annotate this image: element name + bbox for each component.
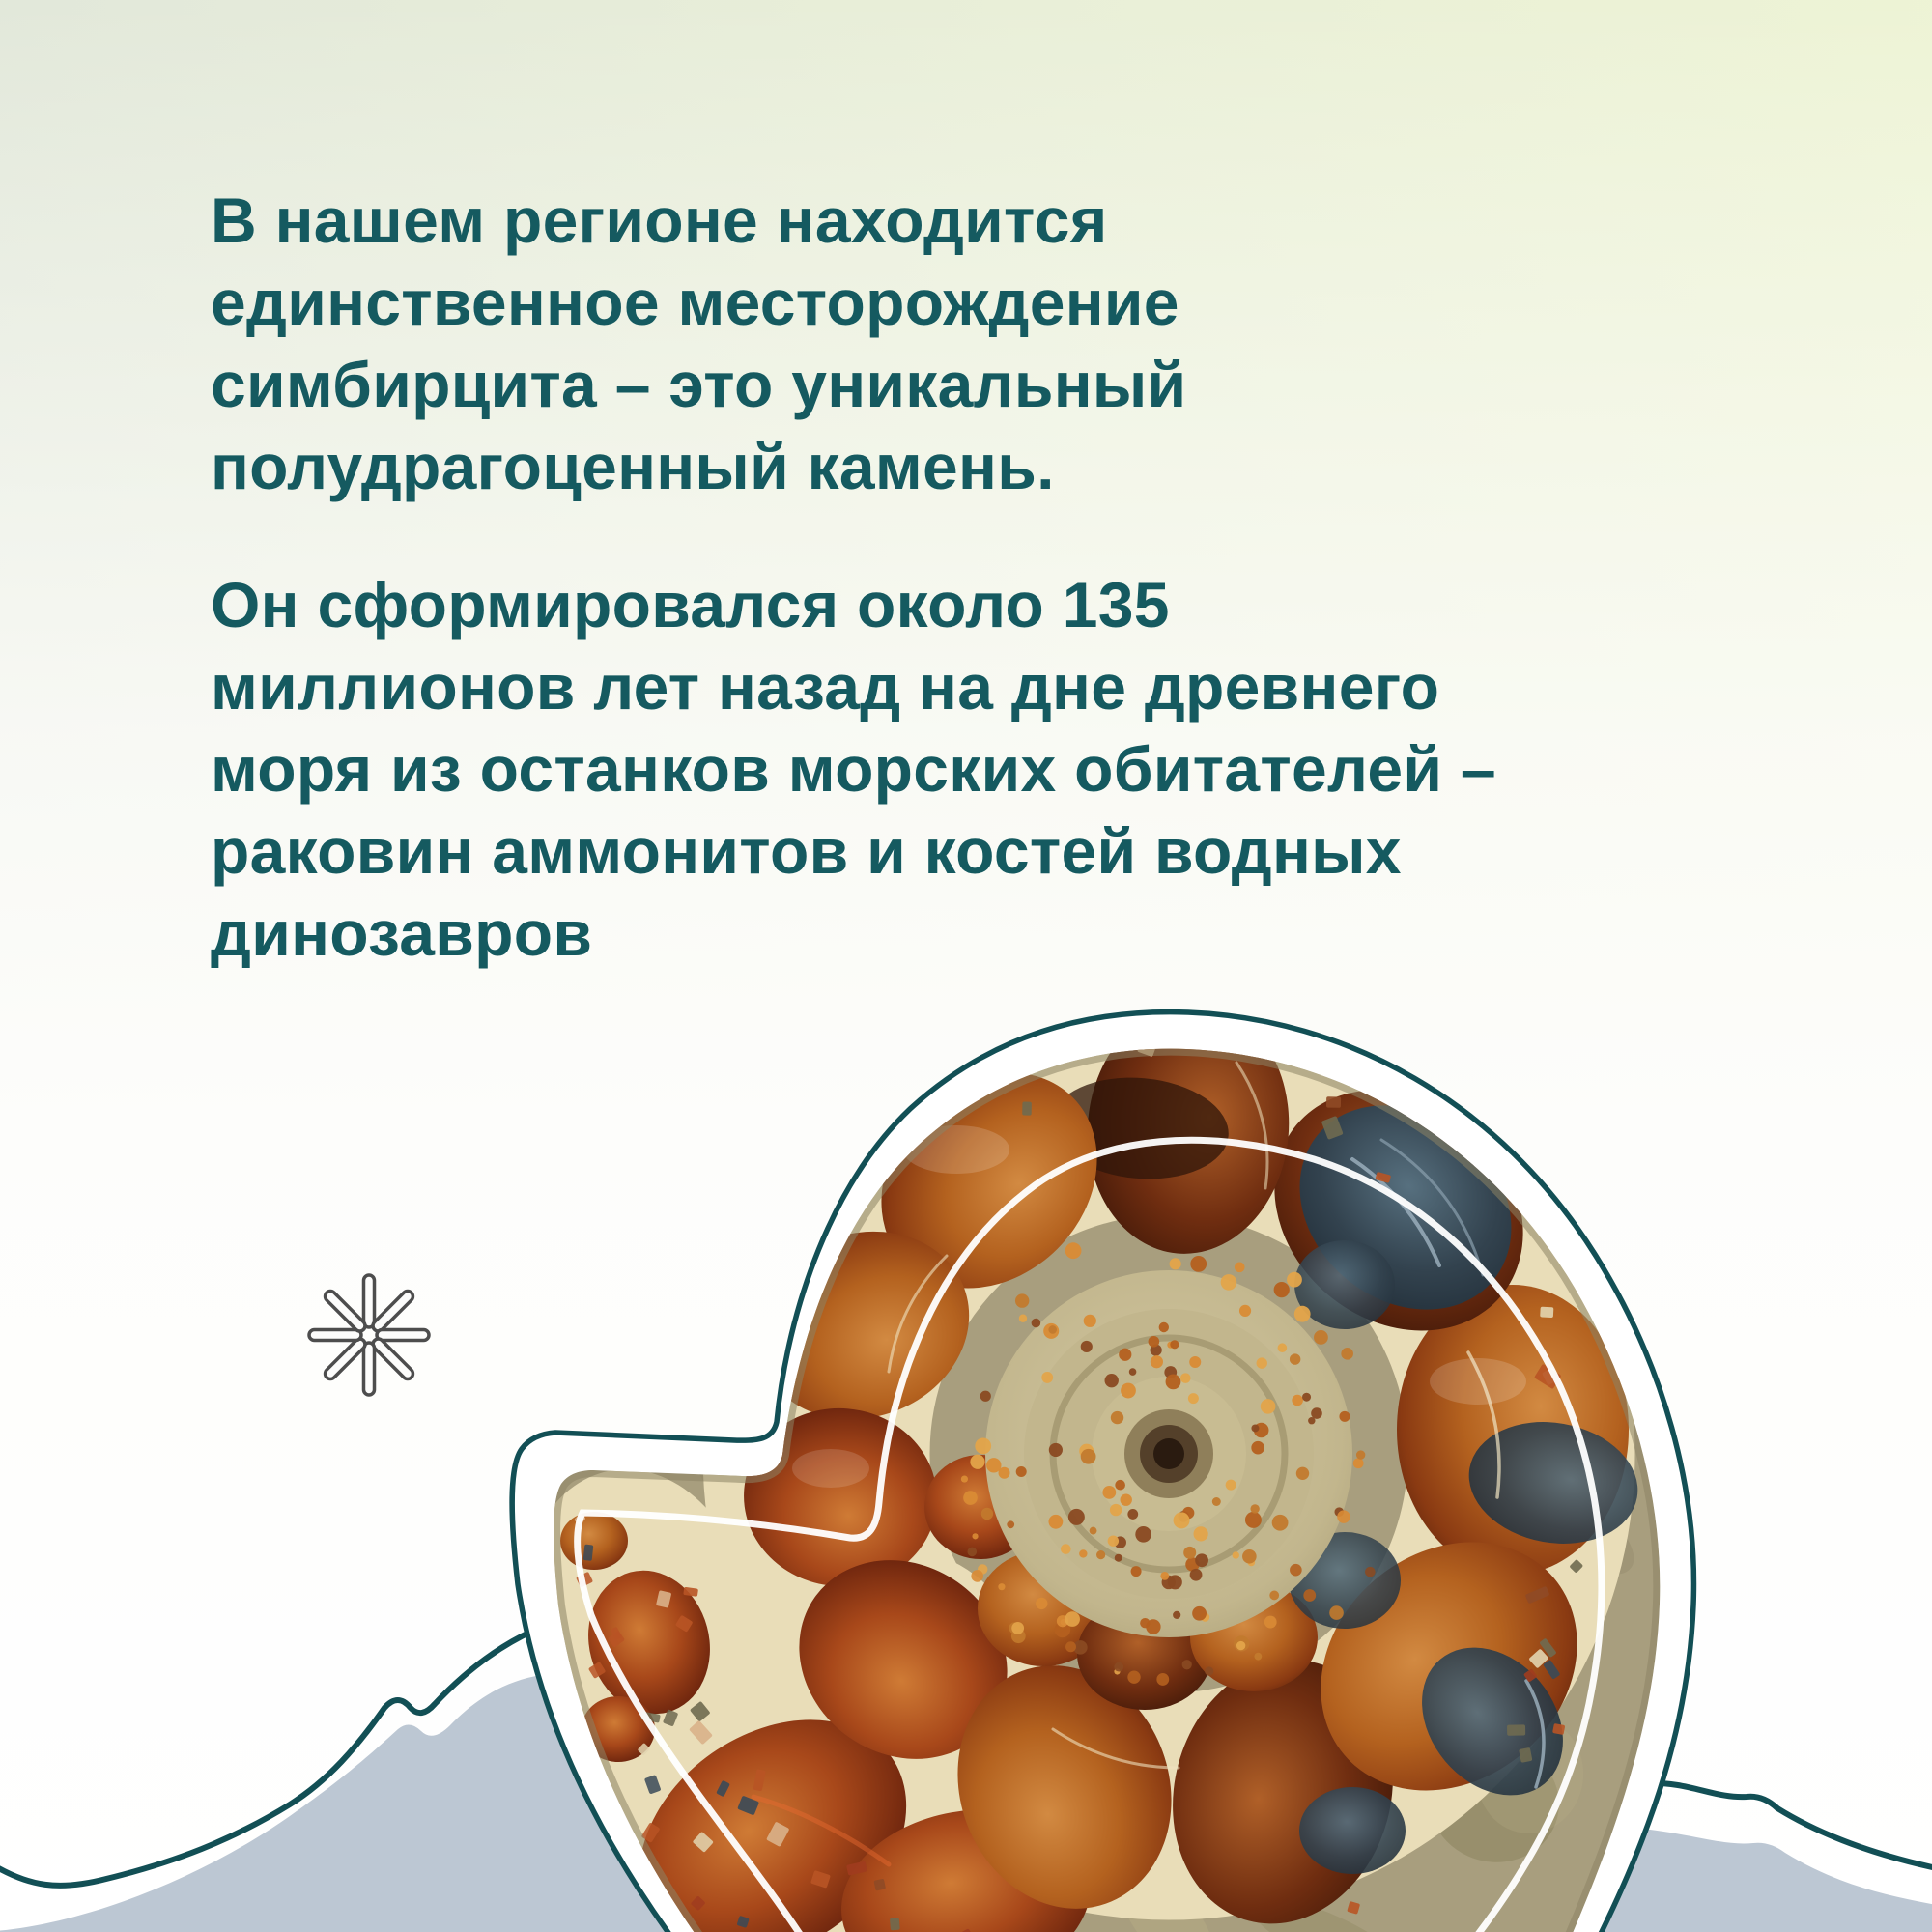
text-line: единственное месторождение bbox=[211, 267, 1179, 338]
text-line: полудрагоценный камень. bbox=[211, 431, 1055, 502]
text-line: динозавров bbox=[211, 897, 593, 969]
text-line: раковин аммонитов и костей водных bbox=[211, 815, 1402, 887]
star-icon bbox=[309, 1275, 429, 1395]
text-line: Он сформировался около 135 bbox=[211, 569, 1170, 640]
text-block bbox=[211, 180, 1582, 975]
text-line: В нашем регионе находится bbox=[211, 185, 1108, 256]
text-line: симбирцита – это уникальный bbox=[211, 349, 1187, 420]
text-line: моря из останков морских обитателей – bbox=[211, 733, 1496, 805]
paragraph-1 bbox=[211, 180, 1582, 508]
text-line: миллионов лет назад на дне древнего bbox=[211, 651, 1440, 723]
paragraph-2 bbox=[211, 564, 1582, 975]
